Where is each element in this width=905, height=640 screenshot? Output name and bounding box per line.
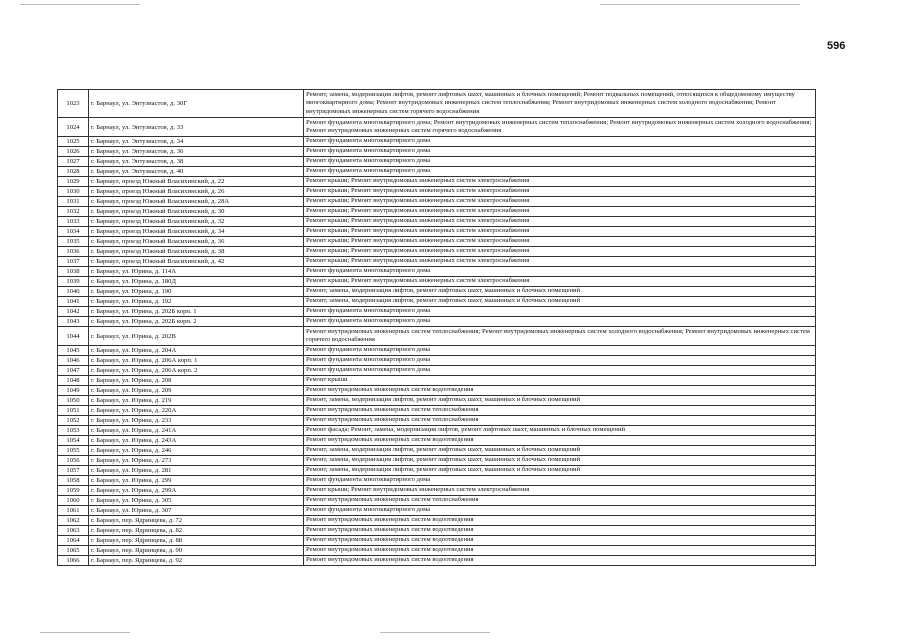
address-cell: г. Барнаул, ул. Юрина, д. 281 (89, 466, 304, 476)
address-cell: г. Барнаул, ул. Юрина, д. 204А (89, 346, 304, 356)
address-cell: г. Барнаул, проезд Южный Власихинский, д. 28А (89, 197, 304, 207)
table-row (58, 227, 816, 237)
table-row (58, 376, 816, 386)
address-cell: г. Барнаул, ул. Энтузиастов, д. 34 (89, 137, 304, 147)
table-row (58, 247, 816, 257)
row-number-cell: 1056 (58, 456, 89, 466)
row-number-cell: 1046 (58, 356, 89, 366)
row-number-cell: 1062 (58, 516, 89, 526)
row-number-cell: 1063 (58, 526, 89, 536)
address-cell: г. Барнаул, ул. Юрина, д. 202В (89, 327, 304, 346)
works-cell: Ремонт внутридомовых инженерных систем водоотведения (304, 526, 816, 536)
row-number-cell: 1038 (58, 267, 89, 277)
works-cell: Ремонт фундамента многоквартирного дома (304, 476, 816, 486)
table-row (58, 446, 816, 456)
repair-registry-table (57, 89, 816, 566)
scan-artifact (20, 4, 140, 5)
row-number-cell: 1043 (58, 317, 89, 327)
table-row (58, 366, 816, 376)
address-cell: г. Барнаул, ул. Юрина, д. 299А (89, 486, 304, 496)
works-cell: Ремонт фундамента многоквартирного дома (304, 366, 816, 376)
row-number-cell: 1023 (58, 90, 89, 118)
row-number-cell: 1033 (58, 217, 89, 227)
works-cell: Ремонт фундамента многоквартирного дома (304, 157, 816, 167)
address-cell: г. Барнаул, ул. Юрина, д. 202Б корп. 1 (89, 307, 304, 317)
row-number-cell: 1025 (58, 137, 89, 147)
address-cell: г. Барнаул, ул. Юрина, д. 307 (89, 506, 304, 516)
works-cell: Ремонт фундамента многоквартирного дома (304, 137, 816, 147)
row-number-cell: 1031 (58, 197, 89, 207)
address-cell: г. Барнаул, ул. Энтузиастов, д. 40 (89, 167, 304, 177)
table-row (58, 267, 816, 277)
row-number-cell: 1066 (58, 556, 89, 566)
address-cell: г. Барнаул, ул. Юрина, д. 220А (89, 406, 304, 416)
address-cell: г. Барнаул, ул. Юрина, д. 299 (89, 476, 304, 486)
row-number-cell: 1030 (58, 187, 89, 197)
row-number-cell: 1027 (58, 157, 89, 167)
works-cell: Ремонт, замена, модернизация лифтов, ремонт лифтовых шахт, машинных и блочных помещений (304, 396, 816, 406)
table-row (58, 396, 816, 406)
works-cell: Ремонт крыши; Ремонт внутридомовых инженерных систем электроснабжения (304, 197, 816, 207)
table-row (58, 157, 816, 167)
address-cell: г. Барнаул, ул. Энтузиастов, д. 38 (89, 157, 304, 167)
table-row (58, 177, 816, 187)
table-row (58, 386, 816, 396)
works-cell: Ремонт внутридомовых инженерных систем водоотведения (304, 546, 816, 556)
row-number-cell: 1045 (58, 346, 89, 356)
works-cell: Ремонт фундамента многоквартирного дома (304, 307, 816, 317)
table-row (58, 346, 816, 356)
address-cell: г. Барнаул, ул. Энтузиастов, д. 30Г (89, 90, 304, 118)
table-row (58, 436, 816, 446)
row-number-cell: 1042 (58, 307, 89, 317)
table-row (58, 207, 816, 217)
works-cell: Ремонт внутридомовых инженерных систем теплоснабжения; Ремонт внутридомовых инженерных систем холодного водоснабжения; Ремонт внутридомовых инженерных систем горячего водоснабжения (304, 327, 816, 346)
works-cell: Ремонт, замена, модернизация лифтов, ремонт лифтовых шахт, машинных и блочных помещений (304, 456, 816, 466)
works-cell: Ремонт, замена, модернизация лифтов, ремонт лифтовых шахт, машинных и блочных помещений; Ремонт подвальных помещений, относящихся к общедомовому имуществу многоквартирного дома; Ремонт внутридомовых инженерных систем теплоснабжения; Ремонт внутридомовых инженерных систем холодного водоснабжения; Ремонт внутридомовых инженерных систем горячего водоснабжения (304, 90, 816, 118)
address-cell: г. Барнаул, пер. Ядринцева, д. 82 (89, 526, 304, 536)
row-number-cell: 1060 (58, 496, 89, 506)
table-row (58, 516, 816, 526)
works-cell: Ремонт фундамента многоквартирного дома; Ремонт внутридомовых инженерных систем теплоснабжения; Ремонт внутридомовых инженерных систем холодного водоснабжения; Ремонт внутридомовых инженерных систем горячего водоснабжения (304, 118, 816, 137)
table-row (58, 187, 816, 197)
address-cell: г. Барнаул, проезд Южный Власихинский, д. 38 (89, 247, 304, 257)
works-cell: Ремонт крыши; Ремонт внутридомовых инженерных систем электроснабжения (304, 247, 816, 257)
address-cell: г. Барнаул, ул. Юрина, д. 219 (89, 396, 304, 406)
table-row (58, 147, 816, 157)
works-cell: Ремонт крыши (304, 376, 816, 386)
row-number-cell: 1065 (58, 546, 89, 556)
table-row (58, 277, 816, 287)
row-number-cell: 1032 (58, 207, 89, 217)
row-number-cell: 1064 (58, 536, 89, 546)
works-cell: Ремонт фундамента многоквартирного дома (304, 317, 816, 327)
works-cell: Ремонт фундамента многоквартирного дома (304, 167, 816, 177)
row-number-cell: 1028 (58, 167, 89, 177)
works-cell: Ремонт крыши; Ремонт внутридомовых инженерных систем электроснабжения (304, 217, 816, 227)
row-number-cell: 1036 (58, 247, 89, 257)
address-cell: г. Барнаул, ул. Энтузиастов, д. 36 (89, 147, 304, 157)
row-number-cell: 1039 (58, 277, 89, 287)
table-row (58, 526, 816, 536)
works-cell: Ремонт фундамента многоквартирного дома (304, 346, 816, 356)
row-number-cell: 1048 (58, 376, 89, 386)
row-number-cell: 1041 (58, 297, 89, 307)
works-cell: Ремонт внутридомовых инженерных систем водоотведения (304, 556, 816, 566)
address-cell: г. Барнаул, ул. Юрина, д. 192 (89, 297, 304, 307)
row-number-cell: 1034 (58, 227, 89, 237)
table-row (58, 237, 816, 247)
works-cell: Ремонт, замена, модернизация лифтов, ремонт лифтовых шахт, машинных и блочных помещений (304, 287, 816, 297)
table-row (58, 327, 816, 346)
table-row (58, 356, 816, 366)
works-cell: Ремонт крыши; Ремонт внутридомовых инженерных систем электроснабжения (304, 237, 816, 247)
row-number-cell: 1029 (58, 177, 89, 187)
table-row (58, 217, 816, 227)
works-cell: Ремонт внутридомовых инженерных систем водоотведения (304, 536, 816, 546)
table-row (58, 556, 816, 566)
address-cell: г. Барнаул, ул. Юрина, д. 241А (89, 426, 304, 436)
address-cell: г. Барнаул, ул. Юрина, д. 114А (89, 267, 304, 277)
row-number-cell: 1040 (58, 287, 89, 297)
address-cell: г. Барнаул, ул. Юрина, д. 305 (89, 496, 304, 506)
page-number: 596 (827, 40, 846, 52)
table-row (58, 546, 816, 556)
row-number-cell: 1051 (58, 406, 89, 416)
works-cell: Ремонт фундамента многоквартирного дома (304, 267, 816, 277)
works-cell: Ремонт фасада; Ремонт, замена, модернизация лифтов, ремонт лифтовых шахт, машинных и блочных помещений (304, 426, 816, 436)
address-cell: г. Барнаул, пер. Ядринцева, д. 88 (89, 536, 304, 546)
row-number-cell: 1024 (58, 118, 89, 137)
address-cell: г. Барнаул, ул. Юрина, д. 206А корп. 1 (89, 356, 304, 366)
table-row (58, 456, 816, 466)
table-row (58, 137, 816, 147)
table-row (58, 476, 816, 486)
address-cell: г. Барнаул, ул. Юрина, д. 208 (89, 376, 304, 386)
table-row (58, 506, 816, 516)
address-cell: г. Барнаул, ул. Юрина, д. 180Д (89, 277, 304, 287)
works-cell: Ремонт фундамента многоквартирного дома (304, 147, 816, 157)
address-cell: г. Барнаул, ул. Юрина, д. 209 (89, 386, 304, 396)
address-cell: г. Барнаул, ул. Юрина, д. 202Б корп. 2 (89, 317, 304, 327)
works-cell: Ремонт внутридомовых инженерных систем теплоснабжения (304, 416, 816, 426)
works-cell: Ремонт крыши; Ремонт внутридомовых инженерных систем электроснабжения (304, 257, 816, 267)
address-cell: г. Барнаул, ул. Энтузиастов, д. 33 (89, 118, 304, 137)
row-number-cell: 1058 (58, 476, 89, 486)
works-cell: Ремонт, замена, модернизация лифтов, ремонт лифтовых шахт, машинных и блочных помещений (304, 297, 816, 307)
address-cell: г. Барнаул, проезд Южный Власихинский, д. 34 (89, 227, 304, 237)
works-cell: Ремонт крыши; Ремонт внутридомовых инженерных систем электроснабжения (304, 277, 816, 287)
table-row (58, 197, 816, 207)
address-cell: г. Барнаул, ул. Юрина, д. 190 (89, 287, 304, 297)
table-row (58, 486, 816, 496)
works-cell: Ремонт внутридомовых инженерных систем водоотведения (304, 386, 816, 396)
scan-artifact (40, 632, 130, 633)
address-cell: г. Барнаул, проезд Южный Власихинский, д. 32 (89, 217, 304, 227)
row-number-cell: 1061 (58, 506, 89, 516)
table-row (58, 496, 816, 506)
works-cell: Ремонт внутридомовых инженерных систем теплоснабжения (304, 406, 816, 416)
works-cell: Ремонт крыши; Ремонт внутридомовых инженерных систем электроснабжения (304, 486, 816, 496)
address-cell: г. Барнаул, проезд Южный Власихинский, д. 22 (89, 177, 304, 187)
address-cell: г. Барнаул, ул. Юрина, д. 243А (89, 436, 304, 446)
address-cell: г. Барнаул, ул. Юрина, д. 206А корп. 2 (89, 366, 304, 376)
table-row (58, 118, 816, 137)
table-row (58, 257, 816, 267)
works-cell: Ремонт фундамента многоквартирного дома (304, 356, 816, 366)
works-cell: Ремонт фундамента многоквартирного дома (304, 506, 816, 516)
address-cell: г. Барнаул, проезд Южный Власихинский, д. 42 (89, 257, 304, 267)
row-number-cell: 1053 (58, 426, 89, 436)
row-number-cell: 1044 (58, 327, 89, 346)
address-cell: г. Барнаул, пер. Ядринцева, д. 92 (89, 556, 304, 566)
row-number-cell: 1047 (58, 366, 89, 376)
address-cell: г. Барнаул, ул. Юрина, д. 273 (89, 456, 304, 466)
works-cell: Ремонт, замена, модернизация лифтов, ремонт лифтовых шахт, машинных и блочных помещений (304, 446, 816, 456)
table-row (58, 297, 816, 307)
works-cell: Ремонт внутридомовых инженерных систем водоотведения (304, 436, 816, 446)
address-cell: г. Барнаул, проезд Южный Власихинский, д. 36 (89, 237, 304, 247)
address-cell: г. Барнаул, ул. Юрина, д. 233 (89, 416, 304, 426)
row-number-cell: 1054 (58, 436, 89, 446)
row-number-cell: 1026 (58, 147, 89, 157)
row-number-cell: 1035 (58, 237, 89, 247)
row-number-cell: 1037 (58, 257, 89, 267)
table-row (58, 317, 816, 327)
scan-artifact (380, 632, 490, 633)
table-row (58, 287, 816, 297)
works-cell: Ремонт крыши; Ремонт внутридомовых инженерных систем электроснабжения (304, 227, 816, 237)
address-cell: г. Барнаул, проезд Южный Власихинский, д. 26 (89, 187, 304, 197)
table-row (58, 307, 816, 317)
registry-body (58, 90, 816, 566)
row-number-cell: 1052 (58, 416, 89, 426)
table-row (58, 466, 816, 476)
table-row (58, 426, 816, 436)
table-row (58, 416, 816, 426)
row-number-cell: 1055 (58, 446, 89, 456)
table-row (58, 406, 816, 416)
row-number-cell: 1057 (58, 466, 89, 476)
address-cell: г. Барнаул, пер. Ядринцева, д. 90 (89, 546, 304, 556)
table-row (58, 536, 816, 546)
scan-artifact (600, 4, 800, 5)
address-cell: г. Барнаул, ул. Юрина, д. 246 (89, 446, 304, 456)
works-cell: Ремонт крыши; Ремонт внутридомовых инженерных систем электроснабжения (304, 187, 816, 197)
works-cell: Ремонт крыши; Ремонт внутридомовых инженерных систем электроснабжения (304, 177, 816, 187)
address-cell: г. Барнаул, проезд Южный Власихинский, д. 30 (89, 207, 304, 217)
row-number-cell: 1059 (58, 486, 89, 496)
table-row (58, 90, 816, 118)
works-cell: Ремонт, замена, модернизация лифтов, ремонт лифтовых шахт, машинных и блочных помещений (304, 466, 816, 476)
table-row (58, 167, 816, 177)
address-cell: г. Барнаул, пер. Ядринцева, д. 72 (89, 516, 304, 526)
works-cell: Ремонт внутридомовых инженерных систем теплоснабжения (304, 496, 816, 506)
row-number-cell: 1049 (58, 386, 89, 396)
row-number-cell: 1050 (58, 396, 89, 406)
works-cell: Ремонт внутридомовых инженерных систем водоотведения (304, 516, 816, 526)
works-cell: Ремонт крыши; Ремонт внутридомовых инженерных систем электроснабжения (304, 207, 816, 217)
